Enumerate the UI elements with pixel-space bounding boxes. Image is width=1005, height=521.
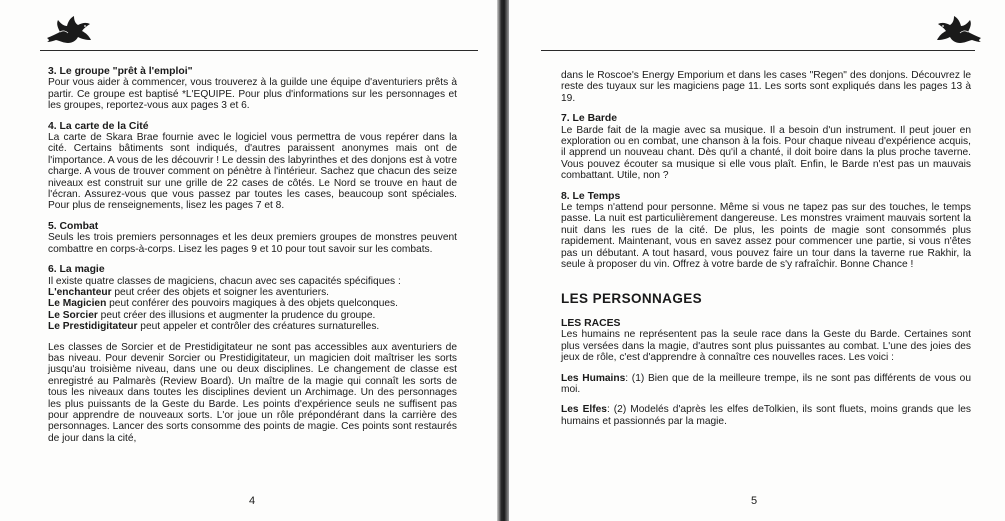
section-title: 5. Combat [48,220,99,232]
section-races [561,318,971,364]
race-humans [561,373,971,396]
section-time [561,191,971,271]
magic-class-enchanter: L'enchanteur peut créer des objets et soigner les aventuriers. [48,286,330,298]
section-city-map [48,121,457,212]
race-description: : (2) Modelés d'après les elfes deTolkien, ils sont fluets, moins grands que les humains et passionnés par la magie. [561,404,971,427]
dragon-icon [934,12,984,46]
section-magic-advanced [48,342,457,445]
right-page [509,0,1005,521]
section-title: 3. Le groupe "prêt à l'emploi" [48,66,193,77]
section-title: 4. La carte de la Cité [48,120,149,132]
left-page [0,0,497,521]
book-gutter [497,0,509,521]
section-body: Le temps n'attend pour personne. Même si vous ne tapez pas sur des touches, le temps passe. La nuit est particulièrement dangereuse. Les monstres vraiment mauvais sortent la nuit dans les rues de la cité. De plus, les points de magie sont consommés plus rapidement. Maintenant, vous en savez assez pour commencer une partie, si vous n'êtes pas un débutant. A tout hasard, vous pouvez faire un tour dans la taverne rue Rakhir, la seule à proposer du vin. Offrez à votre barde de s'y rafraîchir. Bonne Chance ! [561,202,971,271]
section-body: Les classes de Sorcier et de Prestidigitateur ne sont pas accessibles aux aventuriers de bas niveau. Pour devenir Sorcier ou Prestidigitateur, un magicien doit maîtriser les sorts jusqu'au troisième niveau, dans une ou deux disciplines. Le changement de classe est enregistré au Palmarès (Review Board). Un maître de la magie qui connaît les sorts de tous les niveaux dans toutes les disciplines devient un Archimage. Un des personnages les plus puissants de la Geste du Barde. Les points d'expérience seuls ne suffisent pas pour apprendre de nouveaux sorts. L'or joue un rôle prépondérant dans la carrière des personnages. Lancer des sorts consomme des points de magie. Ces points sont restaurés de jour dans la cité, [48,341,457,444]
magic-class-conjurer: Le Prestidigitateur peut appeler et contrôler des créatures surnaturelles. [48,321,380,333]
left-text-column [48,66,457,453]
section-body: Seuls les trois premiers personnages et les deux premiers groupes de monstres peuvent combattre en corps-à-corps. Lisez les pages 9 et 10 pour tout savoir sur les combats. [48,232,457,255]
magic-class-magician: Le Magicien peut conférer des pouvoirs magiques à des objets quelconques. [48,298,398,310]
race-description: : (1) Bien que de la meilleure trempe, ils ne sont pas différents de vous ou moi. [561,372,971,395]
section-combat [48,221,457,255]
section-body: dans le Roscoe's Energy Emporium et dans les cases "Regen" des donjons. Découvrez le reste des tuyaux sur les magiciens page 11. Les sorts sont expliqués dans les pages 13 à 19. [561,70,971,104]
dragon-icon [44,12,94,46]
chapter-title: LES PERSONNAGES [561,290,703,306]
section-intro: Il existe quatre classes de magiciens, chacun avec ses capacités spécifiques : [48,275,401,287]
right-text-column [561,70,971,436]
section-body: Pour vous aider à commencer, vous trouverez à la guilde une équipe d'aventuriers prêts à partir. Ce groupe est baptisé *L'EQUIPE. Pour plus d'informations sur les personnages et les groupes, reportez-vous aux pages 3 et 6. [48,77,457,112]
section-body: La carte de Skara Brae fournie avec le logiciel vous permettra de vous repérer dans la cité. Certains bâtiments sont indiqués, d'autres paraissent anonymes mais ont de l'importance. A vous de les découvrir ! Le dessin des labyrinthes et des donjons est à votre charge. A vous de trouver comment on pénètre à l'intérieur. Sachez que chacun des seize niveaux est construit sur une grille de 22 cases de côtés. Le Nord se trouve en haut de l'écran. Assurez-vous que vous passez par toutes les cases, beaucoup sont spéciales. Pour plus de renseignements, lisez les pages 7 et 8. [48,132,457,212]
section-body: Le Barde fait de la magie avec sa musique. Il a besoin d'un instrument. Il peut jouer en exploration ou en combat, une chanson à la fois. Pour chaque niveau d'expérience acquis, il apprend un nouveau chant. Dès qu'il a chanté, il doit boire dans la plus proche taverne. Vous pouvez écouter sa musique si elle vous plaît. Enfin, le Barde n'est pas un mauvais combattant. Utile, non ? [561,124,971,182]
section-title: 8. Le Temps [561,190,621,202]
section-bard [561,113,971,181]
section-continuation [561,70,971,104]
magic-class-sorcerer: Le Sorcier peut créer des illusions et augmenter la prudence du groupe. [48,309,376,321]
page-number: 4 [249,495,256,507]
page-number: 5 [751,495,758,507]
section-title: 6. La magie [48,264,105,276]
section-body: Les humains ne représentent pas la seule race dans la Geste du Barde. Certaines sont plus versées dans la magie, d'autres sont plus puissantes au combat. L'une des joies des jeux de rôle, c'est d'apprendre à connaître ces nouvelles races. Les voici : [561,329,971,364]
race-label: Les Elfes [561,404,607,416]
race-elves [561,404,971,427]
section-ready-group [48,66,457,112]
header-rule [541,50,975,51]
section-magic [48,264,457,332]
section-title: 7. Le Barde [561,113,618,125]
section-title: LES RACES [561,317,621,329]
header-rule [40,50,478,51]
race-label: Les Humains [561,372,626,384]
